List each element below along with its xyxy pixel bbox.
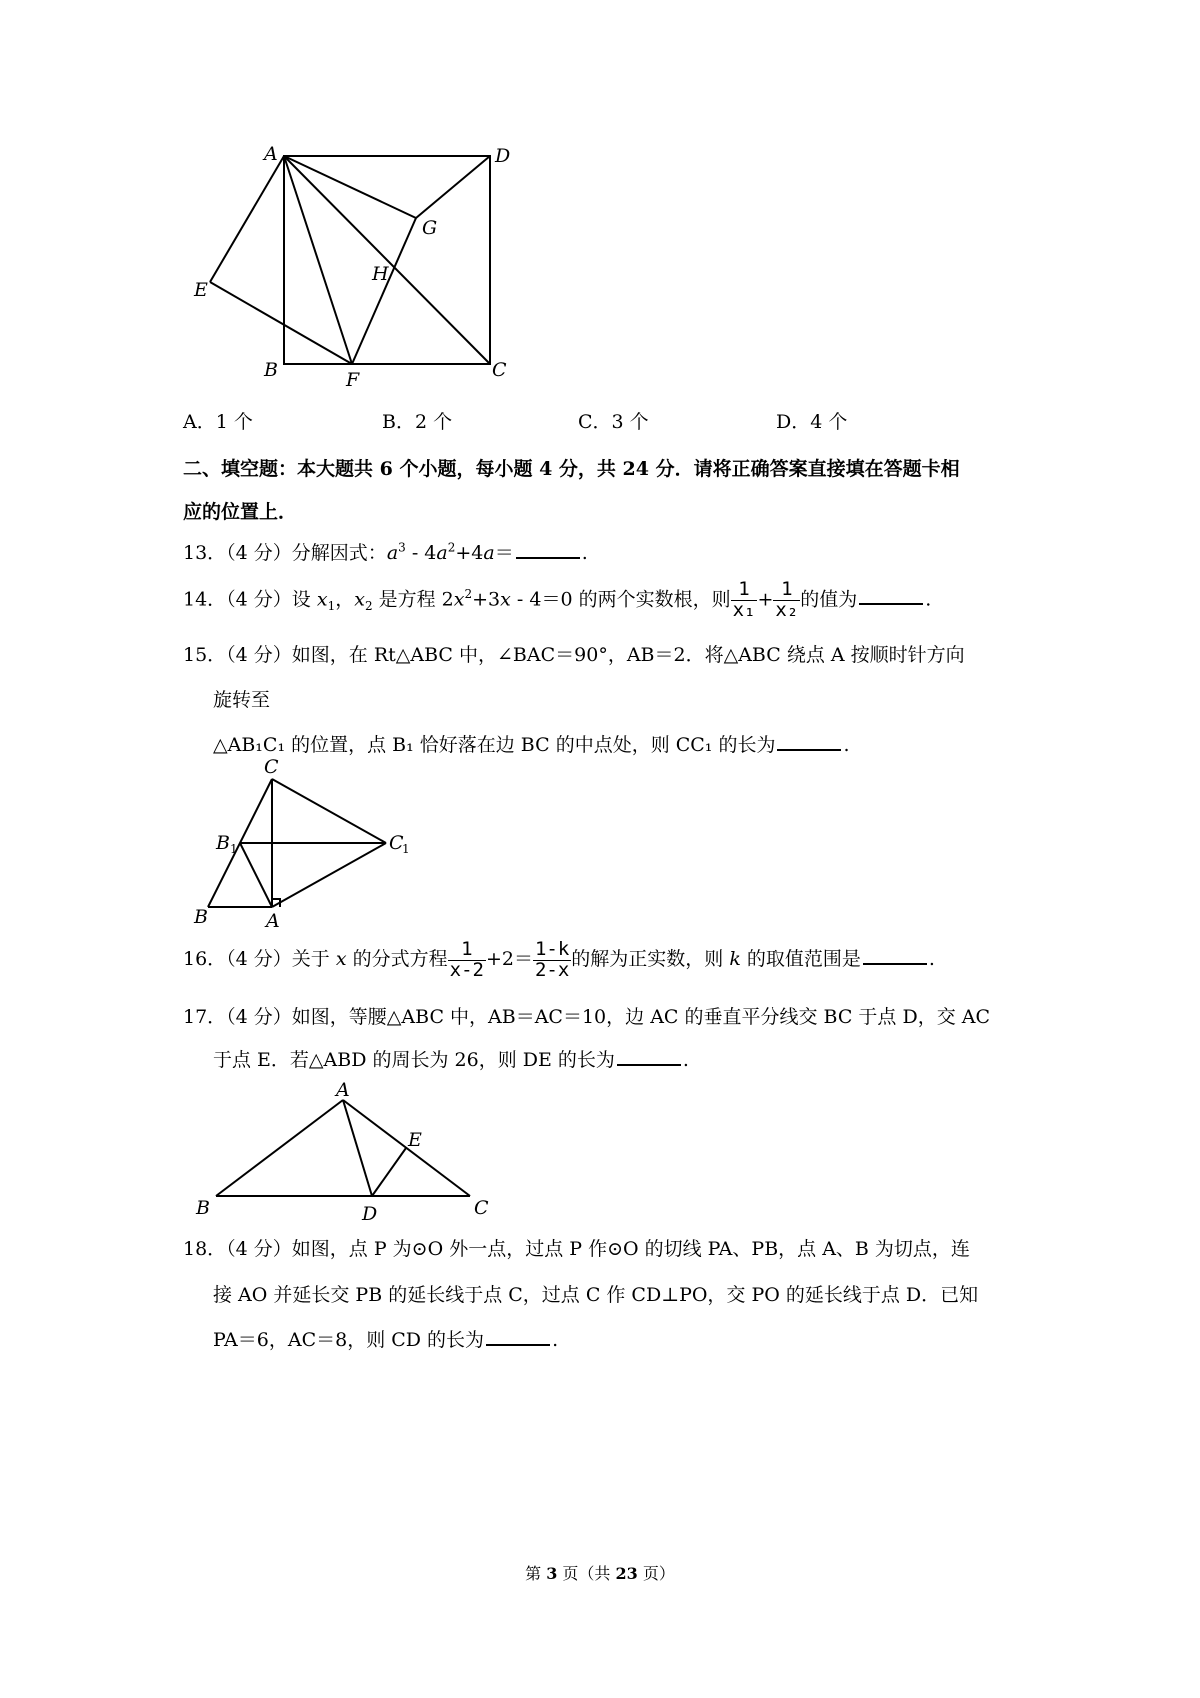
label-a: A	[264, 143, 278, 165]
label-e: E	[408, 1129, 422, 1151]
figure-square-abcd	[180, 140, 540, 400]
label-e: E	[194, 279, 208, 301]
page-total: 23	[615, 1564, 638, 1583]
label-f: F	[346, 369, 360, 391]
label-b: B	[196, 1197, 210, 1219]
page-number: 3	[546, 1564, 558, 1583]
label-b: B	[264, 359, 278, 381]
svg-text:1: 1	[230, 842, 238, 856]
fraction-1-over-x-minus-2: $\frac{1}{x-2}$	[449, 937, 484, 981]
question-15-line3: △AB₁C₁ 的位置，点 B₁ 恰好落在边 BC 的中点处，则 CC₁ 的长为 .	[213, 734, 850, 756]
page-footer: 第 3 页（共 23 页）	[525, 1564, 675, 1583]
answer-blank	[516, 556, 580, 559]
label-c: C	[264, 756, 279, 778]
label-d: D	[362, 1203, 378, 1225]
question-17-line1: 17．（4 分）如图，等腰△ABC 中，AB＝AC＝10，边 AC 的垂直平分线交 BC 于点 D，交 AC	[183, 1006, 990, 1028]
fraction-1-over-x1: $\frac{1}{\text{x₁}}$	[732, 577, 756, 621]
label-a: A	[336, 1079, 350, 1101]
fraction-1-over-x2: $\frac{1}{\text{x₂}}$	[775, 577, 799, 621]
question-18-line1: 18．（4 分）如图，点 P 为⊙O 外一点，过点 P 作⊙O 的切线 PA、PB，点 A、B 为切点，连	[183, 1238, 970, 1260]
question-14: 14．（4 分）设 $x_1$，$x_2$ 是方程 $2x^2+3x - 4=0$ 的两个实数根，则 $\frac{1}{\text{x₁}}$ + $\frac{1}{\text{x₂}}$ 的值为 .	[183, 577, 932, 621]
label-g: G	[422, 217, 438, 239]
label-a: A	[266, 910, 280, 932]
figure-isosceles-triangle	[180, 1078, 500, 1228]
answer-blank	[859, 602, 923, 605]
question-13: 13．（4 分）分解因式：$a^3 - 4a^2+4a=$ .	[183, 540, 588, 564]
option-b: B．2 个	[382, 411, 453, 433]
label-c: C	[474, 1197, 489, 1219]
option-c: C．3 个	[578, 411, 649, 433]
section-title: 二、填空题：本大题共 6 个小题，每小题 4 分，共 24 分．请将正确答案直接填在答题卡相	[183, 458, 960, 480]
question-18-line2: 接 AO 并延长交 PB 的延长线于点 C，过点 C 作 CD⊥PO，交 PO 的延长线于点 D．已知	[213, 1284, 979, 1306]
question-18-line3: PA＝6，AC＝8，则 CD 的长为 .	[213, 1329, 559, 1351]
answer-blank	[486, 1343, 550, 1346]
question-15-line2: 旋转至	[213, 689, 271, 711]
question-17-line2: 于点 E．若△ABD 的周长为 26，则 DE 的长为 .	[213, 1049, 689, 1071]
figure-rotated-triangle	[180, 755, 420, 935]
label-h: H	[372, 263, 389, 285]
option-d: D．4 个	[776, 411, 848, 433]
svg-text:1: 1	[402, 842, 410, 856]
fraction-1-minus-k-over-2-minus-x: $\frac{1-k}{2-x}$	[534, 937, 570, 981]
label-b1: B	[216, 832, 230, 854]
label-c: C	[492, 359, 507, 381]
answer-blank	[617, 1063, 681, 1066]
label-c1: C	[389, 832, 404, 854]
label-b: B	[194, 906, 208, 928]
answer-blank	[777, 748, 841, 751]
label-d: D	[495, 145, 511, 167]
answer-blank	[863, 962, 927, 965]
section-title-cont: 应的位置上．	[183, 501, 298, 523]
option-a: A．1 个	[183, 411, 253, 433]
question-16: 16．（4 分）关于 x 的分式方程 $\frac{1}{x-2}$ +2＝ $\frac{1-k}{2-x}$ 的解为正实数，则 k 的取值范围是 .	[183, 937, 935, 981]
question-15-line1: 15．（4 分）如图，在 Rt△ABC 中，∠BAC＝90°，AB＝2．将△ABC 绕点 A 按顺时针方向	[183, 644, 965, 666]
